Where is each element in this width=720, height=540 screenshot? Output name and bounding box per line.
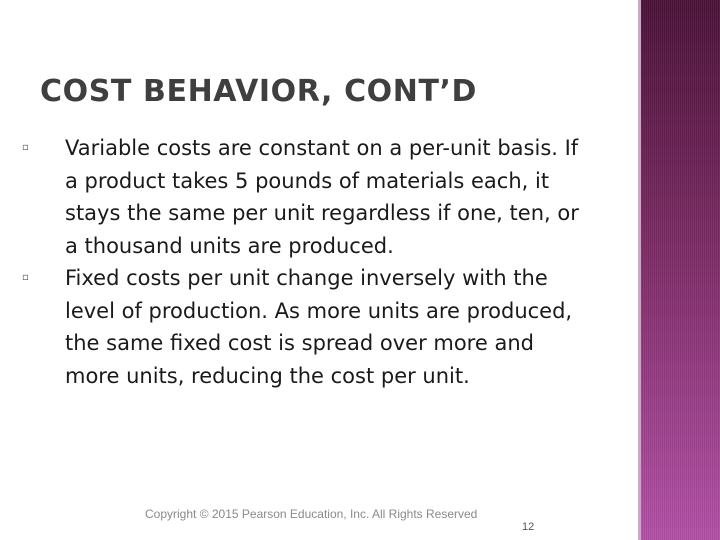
slide-title: COST BEHAVIOR, CONT’D bbox=[40, 74, 478, 109]
bullet-list bbox=[22, 132, 592, 392]
copyright-footer: Copyright © 2015 Pearson Education, Inc. All Rights Reserved bbox=[145, 507, 478, 521]
bullet-text: Variable costs are constant on a per-unit basis. If a product takes 5 pounds of materials each, it stays the same per unit regardless if one, ten, or a thousand units are produced. bbox=[65, 136, 579, 258]
decorative-side-panel bbox=[641, 0, 720, 540]
bullet-icon: ▫ bbox=[22, 142, 29, 153]
bullet-item-fixed-costs bbox=[22, 262, 592, 392]
bullet-text: Fixed costs per unit change inversely with the level of production. As more units are produced, the same fixed cost is spread over more and more units, reducing the cost per unit. bbox=[65, 266, 573, 388]
bullet-item-variable-costs bbox=[22, 132, 592, 262]
page-number: 12 bbox=[522, 521, 535, 533]
bullet-icon: ▫ bbox=[22, 272, 29, 283]
